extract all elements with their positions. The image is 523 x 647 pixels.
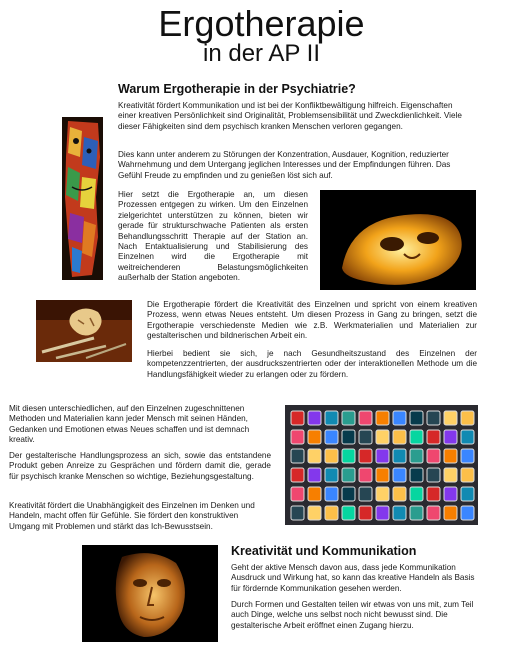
paragraph: Hier setzt die Ergotherapie an, um diesen Prozessen entgegen zu wirken. Um den Einzelnen zielgerichtet unterstützen zu können, bieten wir gerade für strukturschwache Patienten als ersten Behandlungsschritt Therapie auf der Station an. Nach Entaktualisierung und Stabilisierung des Einzelnen wird die Ergotherapie mit weitreichenderen Belastungsmöglichkeiten außerhalb der Station angeboten. — [118, 190, 308, 283]
glowing-mask-image — [320, 190, 476, 290]
section-heading-why: Warum Ergotherapie in der Psychiatrie? — [118, 82, 356, 96]
paragraph: Kreativität fördert die Unabhängigkeit des Einzelnen im Denken und Handeln, macht offen für Gefühle. Sie fördert den konstruktiven Umgang mit Problemen und stärkt das Ich-Bewusstsein. — [9, 501, 255, 531]
paragraph: Dies kann unter anderem zu Störungen der Konzentration, Ausdauer, Kognition, reduzierter Wahrnehmung und dem Untergang jeglichen Interesses und der Empfindungen führen. Das Gefühl Freude zu empfinden und zu genießen löst sich auf. — [118, 150, 451, 180]
paragraph: Durch Formen und Gestalten teilen wir etwas von uns mit, zum Teil auch Dinge, welche uns selbst noch nicht bewusst sind. Die gestalterische Arbeit eröffnet einen Zugang hierzu. — [231, 600, 474, 630]
paragraph: Geht der aktive Mensch davon aus, dass jede Kommunikation Ausdruck und Wirkung hat, so kann das kreative Handeln als Basis für fördernde Kommunikation gesehen werden. — [231, 563, 475, 593]
watercolor-palette-image — [285, 405, 478, 525]
page-subtitle: in der AP II — [203, 40, 320, 67]
paragraph: Hierbei bedient sie sich, je nach Gesundheitszustand des Einzelnen der kompetenzzentrierten, der ausdruckszentrierten oder der interaktionellen Methode um die Handlungsfähigkeit wieder zu erlangen oder zu fördern. — [147, 349, 477, 379]
paragraph: Die Ergotherapie fördert die Kreativität des Einzelnen und spricht von einem kreativen Prozess, wenn etwas Neues entsteht. Um diesen Prozess in Gang zu bringen, setzt die Ergotherapie verschiedenste Medien wie z.B. Werkmaterialien und Materialien zur gestalterischen und bildnerischen Arbeit ein. — [147, 300, 477, 341]
sculpture-tools-image — [36, 300, 132, 362]
paragraph: Kreativität fördert Kommunikation und ist bei der Konfliktbewältigung hilfreich. Eigenschaften einer kreativen Persönlichkeit sind Originalität, Problemsensibilität und Zweckdienlichkeit. Viele dieser Fähigkeiten sind dem psychisch kranken Menschen verloren gegangen. — [118, 101, 462, 131]
section-heading-creativity-communication: Kreativität und Kommunikation — [231, 544, 417, 558]
painted-mask-figure-image — [62, 117, 103, 280]
paragraph: Mit diesen unterschiedlichen, auf den Einzelnen zugeschnittenen Methoden und Materialien kann jeder Mensch mit seinen Händen, Gedanken und Emotionen etwas Neues schaffen und ist demnach kreativ. — [9, 404, 250, 445]
page-title: Ergotherapie — [158, 3, 365, 44]
paragraph: Der gestalterische Handlungsprozess an sich, sowie das entstandene Produkt geben Anreize zu Gesprächen und fördern damit die, gerade für psychisch kranke Menschen so wichtige, Beziehungsgestaltung. — [9, 451, 271, 481]
golden-face-mask-image — [82, 545, 218, 642]
